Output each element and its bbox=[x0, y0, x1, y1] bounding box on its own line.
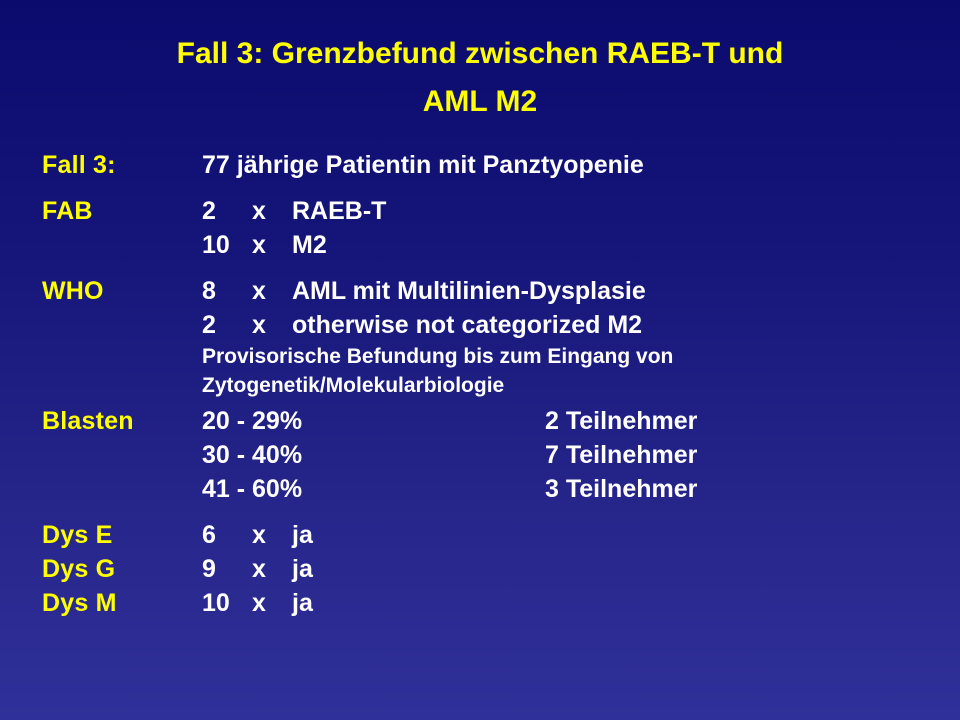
blasten-participants: 7 Teilnehmer bbox=[545, 441, 698, 469]
who-row bbox=[42, 274, 942, 400]
who-note-line-1: Provisorische Befundung bis zum Eingang von bbox=[202, 345, 674, 368]
blasten-range: 30 - 40% bbox=[202, 441, 303, 469]
who-item-count: 8 bbox=[202, 277, 216, 305]
fab-item-x: x bbox=[252, 197, 266, 225]
dys-value bbox=[202, 586, 313, 620]
blasten-item bbox=[202, 472, 697, 506]
who-item-text: otherwise not categorized M2 bbox=[292, 311, 643, 339]
blasten-list bbox=[202, 404, 697, 506]
case-label: Fall 3: bbox=[42, 151, 116, 179]
dys-row bbox=[42, 552, 942, 586]
fab-list bbox=[202, 194, 386, 262]
blasten-participants: 3 Teilnehmer bbox=[545, 475, 698, 503]
blasten-row bbox=[42, 404, 942, 506]
dys-text: ja bbox=[292, 521, 313, 549]
blasten-range: 41 - 60% bbox=[202, 475, 303, 503]
fab-row bbox=[42, 194, 942, 262]
dys-row bbox=[42, 586, 942, 620]
dys-label: Dys E bbox=[42, 521, 113, 549]
fab-item-text: RAEB-T bbox=[292, 197, 387, 225]
blasten-label: Blasten bbox=[42, 407, 134, 435]
who-note-line-2: Zytogenetik/Molekularbiologie bbox=[202, 374, 505, 397]
dys-count: 6 bbox=[202, 521, 216, 549]
fab-item bbox=[202, 228, 386, 262]
case-text: 77 jährige Patientin mit Panztyopenie bbox=[202, 151, 644, 179]
dys-count: 9 bbox=[202, 555, 216, 583]
slide-title-line-2: AML M2 bbox=[422, 85, 538, 118]
dys-value bbox=[202, 552, 313, 586]
fab-item-count: 10 bbox=[202, 231, 230, 259]
case-description bbox=[202, 148, 644, 182]
fab-item-count: 2 bbox=[202, 197, 216, 225]
who-item-count: 2 bbox=[202, 311, 216, 339]
fab-item-text: M2 bbox=[292, 231, 327, 259]
slide-body bbox=[42, 148, 942, 620]
dys-row bbox=[42, 518, 942, 552]
who-list bbox=[202, 274, 673, 400]
dys-text: ja bbox=[292, 555, 313, 583]
who-label: WHO bbox=[42, 277, 104, 305]
slide-title bbox=[0, 30, 960, 126]
who-item-x: x bbox=[252, 277, 266, 305]
who-item-text: AML mit Multilinien-Dysplasie bbox=[292, 277, 646, 305]
who-item bbox=[202, 274, 673, 308]
fab-item bbox=[202, 194, 386, 228]
who-item-x: x bbox=[252, 311, 266, 339]
fab-item-x: x bbox=[252, 231, 266, 259]
blasten-range: 20 - 29% bbox=[202, 407, 303, 435]
blasten-item bbox=[202, 438, 697, 472]
dys-x: x bbox=[252, 521, 266, 549]
case-row bbox=[42, 148, 942, 182]
dys-count: 10 bbox=[202, 589, 230, 617]
blasten-participants: 2 Teilnehmer bbox=[545, 407, 698, 435]
who-item bbox=[202, 308, 673, 342]
dys-label: Dys M bbox=[42, 589, 117, 617]
dys-x: x bbox=[252, 555, 266, 583]
blasten-item bbox=[202, 404, 697, 438]
slide-title-line-1: Fall 3: Grenzbefund zwischen RAEB-T und bbox=[176, 37, 784, 70]
dys-label: Dys G bbox=[42, 555, 116, 583]
fab-label: FAB bbox=[42, 197, 93, 225]
dys-value bbox=[202, 518, 313, 552]
dys-x: x bbox=[252, 589, 266, 617]
dys-text: ja bbox=[292, 589, 313, 617]
